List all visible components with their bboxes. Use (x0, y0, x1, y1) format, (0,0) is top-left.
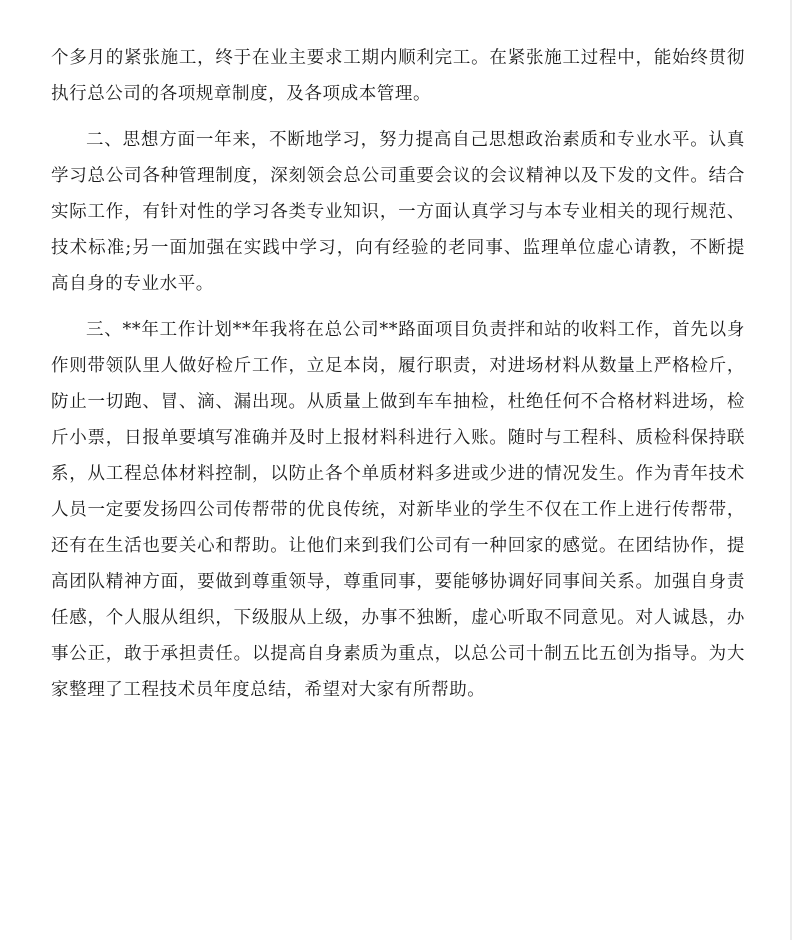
paragraph-ideology: 二、思想方面一年来，不断地学习，努力提高自己思想政治素质和专业水平。认真学习总公司各种管理制度，深刻领会总公司重要会议的会议精神以及下发的文件。结合实际工作，有针对性的学习各类专业知识，一方面认真学习与本专业相关的现行规范、技术标准;另一面加强在实践中学习，向有经验的老同事、监理单位虚心请教，不断提高自身的专业水平。 (51, 130, 745, 294)
document-body (51, 40, 745, 718)
paragraph-work-plan: 三、**年工作计划**年我将在总公司**路面项目负责拌和站的收料工作，首先以身作则带领队里人做好检斤工作，立足本岗，履行职责，对进场材料从数量上严格检斤，防止一切跑、冒、滴、漏出现。从质量上做到车车抽检，杜绝任何不合格材料进场，检斤小票，日报单要填写准确并及时上报材料科进行入账。随时与工程科、质检科保持联系，从工程总体材料控制，以防止各个单质材料多进或少进的情况发生。作为青年技术人员一定要发扬四公司传帮带的优良传统，对新毕业的学生不仅在工作上进行传帮带，还有在生活也要关心和帮助。让他们来到我们公司有一种回家的感觉。在团结协作，提高团队精神方面，要做到尊重领导，尊重同事，要能够协调好同事间关系。加强自身责任感，个人服从组织，下级服从上级，办事不独断，虚心听取不同意见。对人诚恳，办事公正，敢于承担责任。以提高自身素质为重点，以总公司十制五比五创为指导。为大家整理了工程技术员年度总结，希望对大家有所帮助。 (51, 320, 745, 700)
paragraph-construction-summary: 个多月的紧张施工，终于在业主要求工期内顺利完工。在紧张施工过程中，能始终贯彻执行总公司的各项规章制度，及各项成本管理。 (51, 48, 745, 104)
